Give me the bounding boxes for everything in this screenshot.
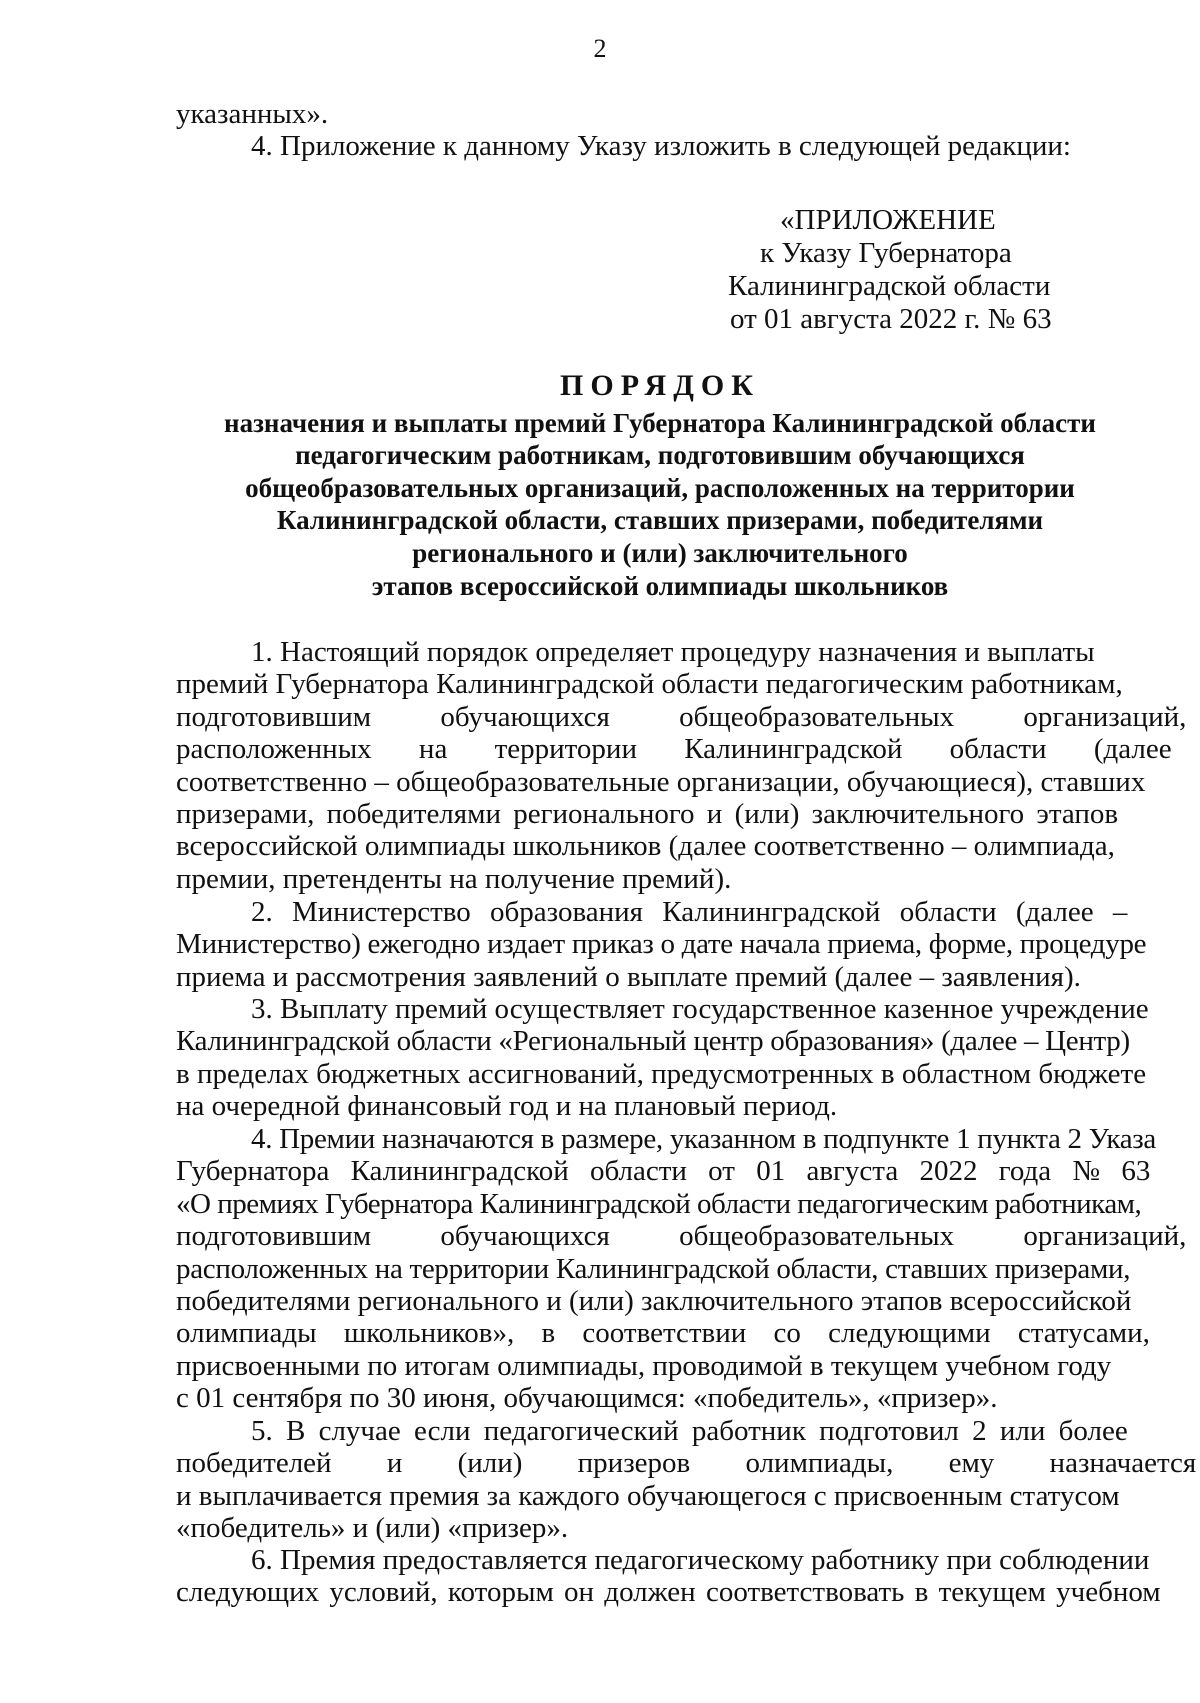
paragraph-line: Калининградской области «Региональный центр образования» (далее – Центр)	[176, 1025, 1130, 1058]
paragraph-line: соответственно – общеобразовательные организации, обучающиеся), ставших	[176, 765, 1146, 798]
annex-line: «ПРИЛОЖЕНИЕ	[780, 204, 996, 236]
title-line: педагогическим работникам, подготовившим обучающихся	[295, 440, 1025, 471]
paragraph-line: с 01 сентября по 30 июня, обучающимся: «победитель», «призер».	[176, 1382, 998, 1415]
annex-line: от 01 августа 2022 г. № 63	[730, 303, 1052, 335]
paragraph-line: на очередной финансовый год и на плановый период.	[176, 1090, 838, 1123]
paragraph-line: 4. Премии назначаются в размере, указанном в подпункте 1 пункта 2 Указа	[251, 1123, 1157, 1155]
title-line: общеобразовательных организаций, расположенных на территории	[245, 472, 1075, 503]
title-line: этапов всероссийской олимпиады школьников	[371, 570, 949, 601]
document-title	[176, 370, 1144, 602]
paragraph-line: присвоенными по итогам олимпиады, проводимой в текущем учебном году	[176, 1349, 1112, 1382]
intro-block	[176, 98, 1144, 163]
title-line: регионального и (или) заключительного	[412, 537, 908, 568]
paragraph-line: премии, претенденты на получение премий).	[176, 862, 732, 895]
title-line: назначения и выплаты премий Губернатора Калининградской области	[224, 407, 1096, 438]
paragraph-4	[176, 1123, 1187, 1415]
paragraph-line: в пределах бюджетных ассигнований, предусмотренных в областном бюджете	[176, 1057, 1147, 1090]
paragraph-line: расположенных на территории Калининградской области, ставших призерами,	[176, 1252, 1131, 1285]
paragraph-1	[176, 636, 1187, 895]
intro-line: указанных».	[176, 98, 329, 130]
paragraph-line: олимпиады школьников», в соответствии со следующими статусами,	[176, 1317, 1150, 1350]
paragraph-line: 3. Выплату премий осуществляет государственное казенное учреждение	[251, 993, 1149, 1025]
paragraph-line: 5. В случае если педагогический работник подготовил 2 или более	[251, 1415, 1128, 1447]
paragraph-line: расположенных на территории Калининградской области (далее	[176, 733, 1172, 766]
intro-line: 4. Приложение к данному Указу изложить в следующей редакции:	[251, 130, 1071, 163]
paragraph-line: призерами, победителями регионального и (или) заключительного этапов	[176, 798, 1119, 831]
paragraph-line: «О премиях Губернатора Калининградской области педагогическим работникам,	[176, 1187, 1142, 1220]
paragraph-line: 2. Министерство образования Калининградской области (далее –	[251, 896, 1128, 928]
paragraph-line: и выплачивается премия за каждого обучающегося с присвоенным статусом	[176, 1479, 1120, 1512]
paragraph-line: победителей и (или) призеров олимпиады, ему назначается	[176, 1447, 1197, 1480]
paragraph-line: 1. Настоящий порядок определяет процедуру назначения и выплаты	[251, 636, 1095, 668]
paragraph-2	[176, 896, 1147, 993]
title-main: ПОРЯДОК	[560, 369, 760, 402]
paragraph-line: всероссийской олимпиады школьников (далее соответственно – олимпиада,	[176, 830, 1115, 863]
paragraph-5	[176, 1415, 1197, 1545]
paragraph-line: победителями регионального и (или) заключительного этапов всероссийской	[176, 1285, 1132, 1318]
annex-line: Калининградской области	[728, 270, 1051, 302]
paragraph-6	[176, 1544, 1161, 1609]
annex-line: к Указу Губернатора	[760, 237, 1012, 269]
paragraph-line: «победитель» и (или) «призер».	[176, 1512, 569, 1545]
paragraph-line: приема и рассмотрения заявлений о выплате премий (далее – заявления).	[176, 960, 1081, 993]
paragraph-line: 6. Премия предоставляется педагогическому работнику при соблюдении	[251, 1544, 1150, 1576]
paragraph-3	[176, 993, 1149, 1123]
annex-header	[728, 204, 1120, 336]
title-line: Калининградской области, ставших призерами, победителями	[276, 505, 1044, 536]
paragraph-line: следующих условий, которым он должен соответствовать в текущем учебном	[176, 1576, 1161, 1609]
paragraph-line: подготовившим обучающихся общеобразовательных организаций,	[176, 1220, 1187, 1253]
page-number: 2	[593, 34, 607, 63]
paragraph-line: подготовившим обучающихся общеобразовательных организаций,	[176, 700, 1187, 733]
paragraph-line: Губернатора Калининградской области от 01 августа 2022 года № 63	[176, 1155, 1151, 1188]
paragraph-line: Министерство) ежегодно издает приказ о дате начала приема, форме, процедуре	[176, 928, 1147, 961]
paragraph-line: премий Губернатора Калининградской области педагогическим работникам,	[176, 668, 1123, 701]
